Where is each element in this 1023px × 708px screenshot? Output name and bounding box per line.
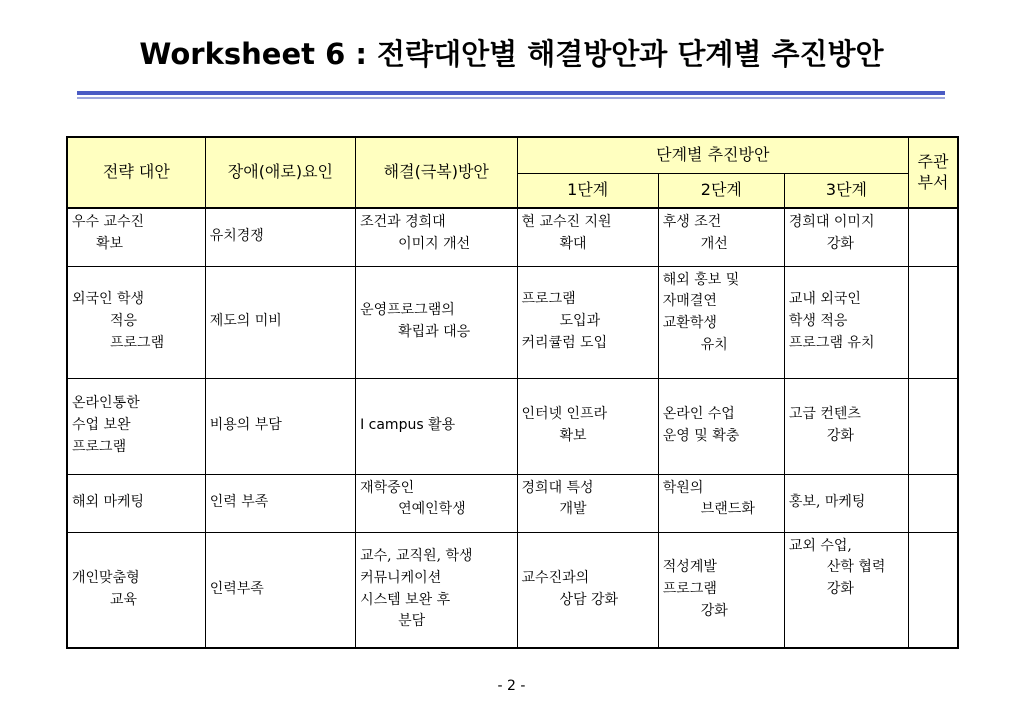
cell-phase-1 [517, 208, 658, 266]
cell-obstacle [205, 532, 355, 648]
cell-obstacle [205, 266, 355, 378]
cell-obstacle [205, 208, 355, 266]
header-dept: 주관부서 [909, 137, 958, 208]
cell-line: 연예인학생 [398, 501, 466, 518]
cell-line: 인력부족 [209, 580, 264, 597]
cell-line: 재학중인 [360, 479, 415, 496]
cell-line: 적성계발 [662, 559, 717, 576]
cell-phase-3 [784, 378, 908, 474]
cell-line: 적응 [110, 313, 138, 330]
cell-line: 커리큘럼 도입 [521, 334, 608, 351]
cell-line: 상담 강화 [559, 591, 619, 608]
header-obstacle: 장애(애로)요인 [205, 137, 355, 208]
cell-phase-3 [784, 208, 908, 266]
cell-line: 커뮤니케이션 [360, 570, 442, 587]
cell-line: 확립과 대응 [398, 324, 471, 340]
header-solution: 해결(극복)방안 [356, 137, 517, 208]
cell-line: 유치경쟁 [209, 228, 264, 245]
table-row [67, 266, 958, 378]
cell-line: 이미지 개선 [398, 235, 471, 252]
cell-line: 교수진과의 [521, 570, 590, 587]
cell-line: 프로그램 [521, 291, 576, 308]
cell-strategy [67, 208, 205, 266]
cell-line: 도입과 [559, 313, 601, 330]
cell-line: 시스템 보완 후 [360, 591, 451, 608]
header-phase-2: 2단계 [658, 173, 784, 208]
cell-solution [356, 378, 517, 474]
header-phases-group: 단계별 추진방안 [517, 137, 909, 173]
cell-line: 운영프로그램의 [360, 302, 455, 319]
cell-line: 외국인 학생 [72, 291, 145, 308]
cell-phase-1 [517, 378, 658, 474]
cell-line: 경희대 특성 [521, 479, 594, 496]
cell-strategy [67, 474, 205, 532]
cell-line: 해외 마케팅 [72, 494, 145, 511]
cell-line: 학생 적응 [788, 313, 848, 330]
cell-phase-3 [784, 532, 908, 648]
title-underline-thin [77, 97, 945, 99]
cell-solution [356, 532, 517, 648]
cell-phase-2 [658, 378, 784, 474]
cell-line: 확보 [559, 428, 587, 444]
worksheet-table [66, 136, 959, 649]
cell-line: 홍보, 마케팅 [788, 494, 866, 511]
cell-phase-1 [517, 474, 658, 532]
cell-line: 경희대 이미지 [788, 214, 875, 230]
cell-solution [356, 208, 517, 266]
header-strategy: 전략 대안 [67, 137, 205, 208]
cell-line: 강화 [700, 602, 728, 619]
cell-line: 프로그램 유치 [788, 334, 875, 351]
cell-line: 확대 [559, 235, 587, 252]
cell-solution [356, 474, 517, 532]
cell-line: 개발 [559, 501, 587, 518]
cell-solution [356, 266, 517, 378]
cell-line: 교내 외국인 [788, 291, 861, 308]
cell-dept [909, 378, 958, 474]
cell-line: 조건과 경희대 [360, 214, 446, 230]
cell-line: 프로그램 [72, 438, 127, 455]
page-title: Worksheet 6 : 전략대안별 해결방안과 단계별 추진방안 [139, 37, 884, 71]
cell-line: I campus 활용 [360, 417, 456, 434]
cell-obstacle [205, 474, 355, 532]
cell-line: 교환학생 [662, 314, 717, 331]
title-underline-thick [77, 91, 945, 95]
page-number: - 2 - [497, 678, 526, 694]
cell-phase-2 [658, 266, 784, 378]
cell-line: 확보 [96, 235, 124, 252]
cell-phase-2 [658, 532, 784, 648]
cell-line: 개인맞춤형 [72, 570, 140, 587]
cell-line: 교육 [110, 591, 138, 608]
table-row [67, 378, 958, 474]
cell-line: 유치 [700, 336, 728, 353]
cell-line: 현 교수진 지원 [521, 214, 612, 230]
cell-line: 교외 수업, [788, 537, 852, 554]
cell-line: 분담 [398, 613, 426, 630]
cell-line: 후생 조건 [662, 214, 722, 230]
cell-line: 비용의 부담 [209, 417, 282, 434]
cell-strategy [67, 266, 205, 378]
cell-strategy [67, 532, 205, 648]
cell-line: 개선 [700, 235, 728, 252]
cell-phase-1 [517, 532, 658, 648]
cell-phase-3 [784, 474, 908, 532]
cell-line: 산학 협력 [826, 559, 886, 576]
cell-line: 학원의 [662, 479, 704, 496]
cell-strategy [67, 378, 205, 474]
cell-phase-2 [658, 474, 784, 532]
table-row [67, 474, 958, 532]
cell-line: 교수, 교직원, 학생 [360, 548, 473, 565]
header-phase-1: 1단계 [517, 173, 658, 208]
cell-line: 온라인 수업 [662, 406, 735, 423]
cell-line: 강화 [826, 580, 854, 597]
cell-phase-1 [517, 266, 658, 378]
cell-line: 제도의 미비 [209, 313, 282, 330]
cell-phase-2 [658, 208, 784, 266]
cell-line: 온라인통한 [72, 395, 140, 412]
cell-dept [909, 474, 958, 532]
cell-line: 인터넷 인프라 [521, 406, 608, 423]
cell-line: 운영 및 확충 [662, 428, 740, 444]
cell-dept [909, 266, 958, 378]
cell-line: 강화 [826, 235, 854, 252]
table-row [67, 532, 958, 648]
cell-line: 수업 보완 [72, 417, 131, 434]
cell-line: 인력 부족 [209, 494, 269, 511]
table-row [67, 208, 958, 266]
cell-dept [909, 208, 958, 266]
cell-line: 자매결연 [662, 293, 717, 310]
cell-line: 프로그램 [110, 334, 165, 351]
cell-line: 프로그램 [662, 580, 717, 597]
cell-phase-3 [784, 266, 908, 378]
cell-line: 고급 컨텐츠 [788, 406, 861, 423]
cell-line: 강화 [826, 428, 854, 444]
header-phase-3: 3단계 [784, 173, 908, 208]
cell-line: 브랜드화 [700, 501, 755, 518]
cell-dept [909, 532, 958, 648]
cell-obstacle [205, 378, 355, 474]
cell-line: 우수 교수진 [72, 214, 145, 230]
cell-line: 해외 홍보 및 [662, 271, 740, 288]
